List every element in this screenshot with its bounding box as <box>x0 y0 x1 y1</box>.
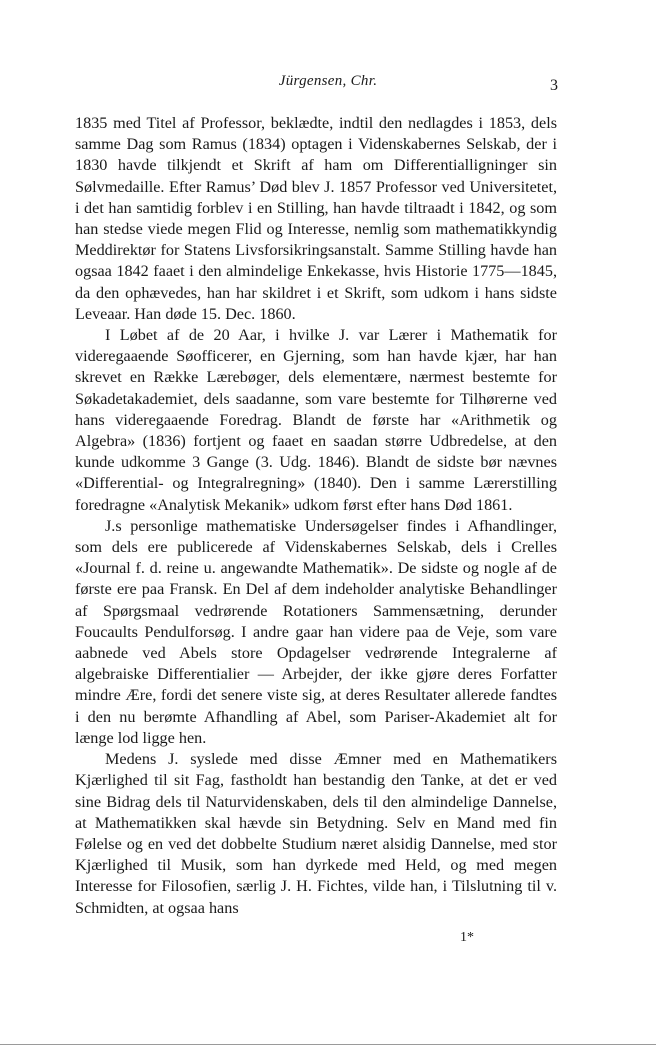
running-head <box>0 73 656 97</box>
paragraph-3: J.s personlige mathematiske Undersøgelser findes i Afhandlinger, som dels ere publicerede af Videnskabernes Selskab, dels i Crelles «Journal f. d. reine u. angewandte Mathematik». De sidste og nogle af de første ere paa Fransk. En Del af dem indeholder analytiske Behandlinger af Spørgsmaal vedrørende Rotationers Sammensætning, derunder Foucaults Pendulforsøg. I andre gaar han videre paa de Veje, som vare aabnede ved Abels store Opdagelser vedrørende Integralerne af algebraiske Differentialier — Arbejder, der ikke gjøre deres Forfatter mindre Ære, fordi det senere viste sig, at deres Resultater allerede fandtes i den nu berømte Afhandling af Abel, som Pariser-Akademiet alt for længe lod ligge hen. <box>75 516 557 747</box>
scan-edge-line <box>0 1044 656 1045</box>
running-title: Jürgensen, Chr. <box>278 73 378 89</box>
body-text <box>75 113 557 919</box>
paragraph-4: Medens J. syslede med disse Æmner med en Mathematikers Kjærlighed til sit Fag, fastholdt han bestandig den Tanke, at det er ved sine Bidrag dels til Naturvidenskaben, dels til den almindelige Dannelse, at Mathematikken skal hævde sin Betydning. Selv en Mand med fin Følelse og en ved det dobbelte Studium næret alsidig Dannelse, med stor Kjærlighed til Musik, som han dyrkede med Held, og med megen Interesse for Filosofien, særlig J. H. Fichtes, vilde han, i Tilslutning til v. Schmidten, at ogsaa hans <box>75 750 557 917</box>
signature-mark: 1* <box>460 930 474 945</box>
page-number: 3 <box>550 77 558 94</box>
paragraph-1: 1835 med Titel af Professor, beklædte, indtil den nedlagdes i 1853, dels samme Dag som Ramus (1834) optagen i Videnskabernes Selskab, der i 1830 havde tilkjendt et Skrift af ham om Differentialligninger sin Sølvmedaille. Efter Ramus’ Død blev J. 1857 Professor ved Universitetet, i det han samtidig forblev i en Stilling, han havde tiltraadt i 1842, og som han stedse viede megen Flid og Interesse, nemlig som mathematikkyndig Meddirektør for Statens Livsforsikringsanstalt. Samme Stilling havde han ogsaa 1842 faaet i den almindelige Enkekasse, hvis Historie 1775—1845, da den ophævedes, han har skildret i et Skrift, som udkom i hans sidste Leveaar. Han døde 15. Dec. 1860. <box>75 114 557 323</box>
paragraph-2: I Løbet af de 20 Aar, i hvilke J. var Lærer i Mathematik for videregaaende Søofficerer, en Gjerning, som han havde kjær, har han skrevet en Række Lærebøger, dels elementære, nærmest bestemte for Søkadetakademiet, dels saadanne, som vare bestemte for Tilhørerne ved hans videregaaende Foredrag. Blandt de første har «Arithmetik og Algebra» (1836) fortjent og faaet en saadan større Udbredelse, at den kunde udkomme 3 Gange (3. Udg. 1846). Blandt de sidste bør nævnes «Differential- og Integralregning» (1840). Den i samme Lærerstilling foredragne «Analytisk Mekanik» udkom først efter hans Død 1861. <box>75 326 557 514</box>
